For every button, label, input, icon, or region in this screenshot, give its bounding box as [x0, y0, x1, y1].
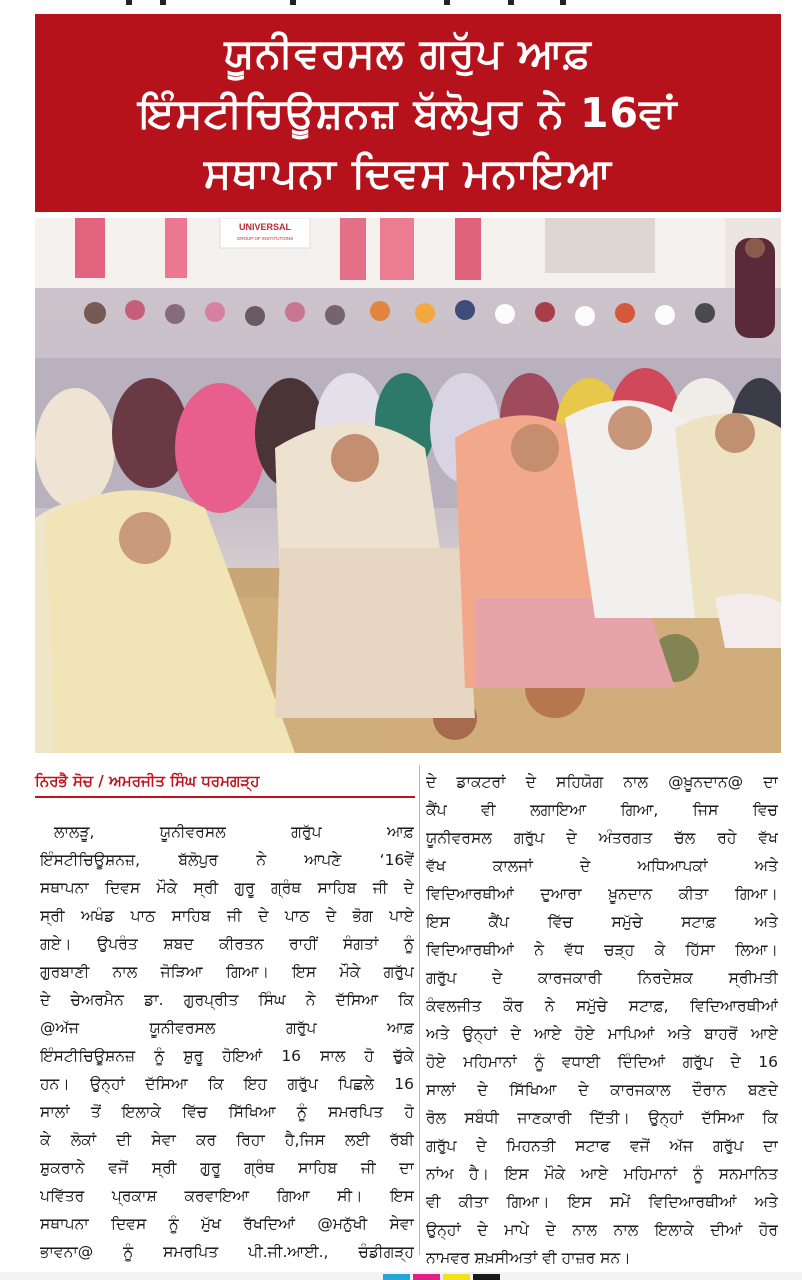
headline-line-1: ਯੂਨੀਵਰਸਲ ਗਰੁੱਪ ਆਫ਼	[224, 29, 592, 77]
article-line: ਭਾਵਨਾ@ ਨੂੰ ਸਮਰਪਿਤ ਪੀ.ਜੀ.ਆਈ., ਚੰਡੀਗੜ੍ਹ	[40, 1243, 414, 1261]
article-line: ਰੋਲ ਸਬੰਧੀ ਜਾਣਕਾਰੀ ਦਿੱਤੀ। ਉਨ੍ਹਾਂ ਦੱਸਿਆ ਕਿ	[426, 1109, 778, 1127]
article-line: ਲਾਲੜੂ, ਯੂਨੀਵਰਸਲ ਗਰੁੱਪ ਆਫ਼	[54, 823, 414, 841]
color-swatch-magenta	[413, 1274, 440, 1280]
article-line: ਹੋਏ ਮਹਿਮਾਨਾਂ ਨੂੰ ਵਧਾਈ ਦਿੰਦਿਆਂ ਗਰੁੱਪ ਦੇ 16	[426, 1053, 778, 1071]
top-crop-strip	[0, 0, 802, 12]
article-column-1	[40, 818, 414, 1266]
headline-banner	[35, 14, 781, 212]
color-swatch-yellow	[443, 1274, 470, 1280]
article-line: ਵੱਖ ਕਾਲਜਾਂ ਦੇ ਅਧਿਆਪਕਾਂ ਅਤੇ	[426, 857, 778, 875]
article-line: ਅਤੇ ਉਨ੍ਹਾਂ ਦੇ ਆਏ ਹੋਏ ਮਾਪਿਆਂ ਅਤੇ ਬਾਹਰੋਂ ਆਏ	[426, 1025, 778, 1043]
article-line: ਨਾਮਵਰ ਸ਼ਖ਼ਸੀਅਤਾਂ ਵੀ ਹਾਜ਼ਰ ਸਨ।	[426, 1249, 631, 1267]
article-line: ਯੂਨੀਵਰਸਲ ਗਰੁੱਪ ਦੇ ਅੰਤਰਗਤ ਚੱਲ ਰਹੇ ਵੱਖ	[426, 829, 778, 847]
article-line: ਇੰਸਟੀਚਿਊਸ਼ਨਜ਼ ਨੂੰ ਸ਼ੁਰੂ ਹੋਇਆਂ 16 ਸਾਲ ਹੋ ਚੁੱਕੇ	[40, 1047, 414, 1065]
article-line: ਸਥਾਪਨਾ ਦਿਵਸ ਨੂੰ ਮੁੱਖ ਰੱਖਦਿਆਂ @ਮਨੁੱਖੀ ਸੇਵਾ	[40, 1215, 414, 1233]
article-line: ਕੰਵਲਜੀਤ ਕੌਰ ਨੇ ਸਮੁੱਚੇ ਸਟਾਫ਼, ਵਿਦਿਆਰਥੀਆਂ	[426, 997, 778, 1015]
article-line: ਸਥਾਪਨਾ ਦਿਵਸ ਮੌਕੇ ਸ੍ਰੀ ਗੁਰੂ ਗ੍ਰੰਥ ਸਾਹਿਬ ਜੀ ਦੇ	[40, 879, 414, 897]
article-line: ਦੇ ਚੇਅਰਮੈਨ ਡਾ. ਗੁਰਪ੍ਰੀਤ ਸਿੰਘ ਨੇ ਦੱਸਿਆ ਕਿ	[40, 991, 414, 1009]
color-swatch-black	[473, 1274, 500, 1280]
article-line: ਪਵਿੱਤਰ ਪ੍ਰਕਾਸ਼ ਕਰਵਾਇਆ ਗਿਆ ਸੀ। ਇਸ	[40, 1187, 414, 1205]
article-line: ਗਰੁੱਪ ਦੇ ਮਿਹਨਤੀ ਸਟਾਫ ਵਜੋਂ ਅੱਜ ਗਰੁੱਪ ਦਾ	[426, 1137, 778, 1155]
article-line: ਕੈਂਪ ਵੀ ਲਗਾਇਆ ਗਿਆ, ਜਿਸ ਵਿਚ	[426, 801, 778, 819]
article-line: ਗੁਰਬਾਣੀ ਨਾਲ ਜੋੜਿਆ ਗਿਆ। ਇਸ ਮੌਕੇ ਗਰੁੱਪ	[40, 963, 414, 981]
event-photo	[35, 218, 781, 753]
article-line: ਨਾਂਅ ਹੈ। ਇਸ ਮੌਕੇ ਆਏ ਮਹਿਮਾਨਾਂ ਨੂੰ ਸਨਮਾਨਿਤ	[426, 1165, 778, 1183]
headline-line-3: ਸਥਾਪਨਾ ਦਿਵਸ ਮਨਾਇਆ	[203, 149, 613, 197]
color-swatch-cyan	[383, 1274, 410, 1280]
article-line: ਇਸ ਕੈਂਪ ਵਿੱਚ ਸਮੁੱਚੇ ਸਟਾਫ਼ ਅਤੇ	[426, 913, 778, 931]
article-line: ਕੇ ਲੋਕਾਂ ਦੀ ਸੇਵਾ ਕਰ ਰਿਹਾ ਹੈ,ਜਿਸ ਲਈ ਰੱਬੀ	[40, 1131, 414, 1149]
article-line: @ਅੱਜ ਯੂਨੀਵਰਸਲ ਗਰੁੱਪ ਆਫ਼	[40, 1019, 414, 1037]
article-line: ਵਿਦਿਆਰਥੀਆਂ ਨੇ ਵੱਧ ਚੜ੍ਹ ਕੇ ਹਿੱਸਾ ਲਿਆ।	[426, 941, 778, 959]
article-line: ਸ਼ੁਕਰਾਨੇ ਵਜੋਂ ਸ੍ਰੀ ਗੁਰੂ ਗ੍ਰੰਥ ਸਾਹਿਬ ਜੀ ਦਾ	[40, 1159, 414, 1177]
article-line: ਸਾਲਾਂ ਦੇ ਸਿੱਖਿਆ ਦੇ ਕਾਰਜਕਾਲ ਦੌਰਾਨ ਬਣਦੇ	[426, 1081, 778, 1099]
article-line: ਹਨ। ਉਨ੍ਹਾਂ ਦੱਸਿਆ ਕਿ ਇਹ ਗਰੁੱਪ ਪਿਛਲੇ 16	[40, 1075, 414, 1093]
article-line: ਉਨ੍ਹਾਂ ਦੇ ਮਾਪੇ ਦੇ ਨਾਲ ਨਾਲ ਇਲਾਕੇ ਦੀਆਂ ਹੋਰ	[426, 1221, 778, 1239]
article-line: ਵੀ ਕੀਤਾ ਗਿਆ। ਇਸ ਸਮੇਂ ਵਿਦਿਆਰਥੀਆਂ ਅਤੇ	[426, 1193, 778, 1211]
byline: ਨਿਰਭੈ ਸੋਚ / ਅਮਰਜੀਤ ਸਿੰਘ ਧਰਮਗੜ੍ਹ	[35, 772, 260, 790]
article-line: ਗਏ। ਉਪਰੰਤ ਸ਼ਬਦ ਕੀਰਤਨ ਰਾਹੀਂ ਸੰਗਤਾਂ ਨੂੰ	[40, 935, 414, 953]
article-line: ਸਾਲਾਂ ਤੋਂ ਇਲਾਕੇ ਵਿੱਚ ਸਿੱਖਿਆ ਨੂੰ ਸਮਰਪਿਤ ਹੋ	[40, 1103, 414, 1121]
byline-rule	[35, 796, 415, 798]
article-column-2	[426, 768, 778, 1272]
column-divider	[419, 765, 420, 1255]
event-photo-illustration	[35, 218, 781, 753]
article-line: ਗਰੁੱਪ ਦੇ ਕਾਰਜਕਾਰੀ ਨਿਰਦੇਸ਼ਕ ਸ੍ਰੀਮਤੀ	[426, 969, 778, 987]
banner-subtitle: GROUP OF INSTITUTIONS	[236, 236, 294, 241]
article-line: ਸ੍ਰੀ ਅਖੰਡ ਪਾਠ ਸਾਹਿਬ ਜੀ ਦੇ ਪਾਠ ਦੇ ਭੋਗ ਪਾਏ	[40, 907, 414, 925]
headline-line-2: ਇੰਸਟੀਚਿਊਸ਼ਨਜ਼ ਬੱਲੋਪੁਰ ਨੇ 16ਵਾਂ	[138, 89, 678, 137]
article-line: ਇੰਸਟੀਚਿਊਸ਼ਨਜ਼, ਬੱਲੋਪੁਰ ਨੇ ਆਪਣੇ ‘16ਵੇਂ	[40, 851, 414, 869]
article-line: ਦੇ ਡਾਕਟਰਾਂ ਦੇ ਸਹਿਯੋਗ ਨਾਲ @ਖ਼ੂਨਦਾਨ@ ਦਾ	[426, 773, 778, 791]
banner-title: UNIVERSAL	[238, 222, 292, 232]
article-line: ਵਿਦਿਆਰਥੀਆਂ ਦੁਆਰਾ ਖ਼ੂਨਦਾਨ ਕੀਤਾ ਗਿਆ।	[426, 885, 778, 903]
